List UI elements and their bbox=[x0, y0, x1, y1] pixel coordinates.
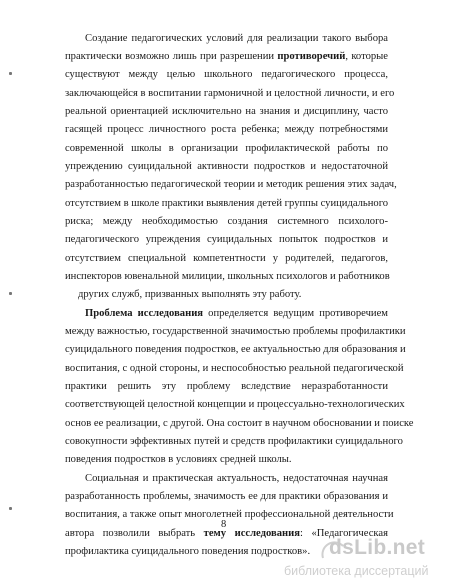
text-line bbox=[65, 490, 388, 503]
text-span: разработанностью педагогической теории и методик решения этих задач, bbox=[65, 179, 397, 190]
text-line bbox=[65, 178, 397, 191]
text-span: Социальная и практическая актуальность, недостаточная научная bbox=[85, 473, 388, 484]
text-span: определяется ведущим противоречием bbox=[203, 308, 388, 319]
text-span: практики решить эту проблему вследствие неразработанности bbox=[65, 381, 388, 392]
text-span: между важностью, государственной значимостью проблемы профилактики bbox=[65, 326, 406, 337]
emphasis-term: тему исследования bbox=[203, 528, 300, 539]
text-line bbox=[65, 362, 404, 375]
text-span: автора позволили выбрать bbox=[65, 528, 204, 539]
watermark bbox=[284, 536, 448, 580]
text-span: соответствующей целостной концепции и процессуально-технологических bbox=[65, 399, 405, 410]
text-span: поведения подростков в условиях средней школы. bbox=[65, 454, 292, 465]
text-span: заключающейся в воспитании гармоничной и целостной личности, и его bbox=[65, 88, 395, 99]
text-span: , которые bbox=[345, 51, 388, 62]
text-line bbox=[85, 472, 388, 485]
text-line bbox=[78, 288, 301, 301]
text-line bbox=[65, 105, 388, 118]
text-line bbox=[65, 380, 388, 393]
text-line bbox=[65, 215, 388, 228]
text-line bbox=[85, 32, 388, 45]
text-span: педагогического упреждения суицидальных попыток подростков и bbox=[65, 234, 388, 245]
binding-mark bbox=[9, 292, 12, 295]
text-span: реальной ориентацией исключительно на знания и дисциплину, часто bbox=[65, 106, 388, 117]
text-line bbox=[65, 50, 388, 63]
text-span: совокупности эффективных путей и средств профилактики суицидального bbox=[65, 436, 403, 447]
text-line bbox=[65, 197, 388, 210]
text-line bbox=[65, 68, 388, 81]
text-span: других служб, призванных выполнять эту работу. bbox=[78, 289, 302, 300]
text-line bbox=[65, 270, 388, 283]
page-number: 8 bbox=[221, 519, 227, 530]
text-line bbox=[65, 417, 414, 430]
text-span: суицидального поведения подростков, ее актуальностью для образования и bbox=[65, 344, 406, 355]
text-span: упреждению суицидальной активности подростков и недостаточной bbox=[65, 161, 388, 172]
text-line bbox=[65, 87, 395, 100]
emphasis-term: Проблема исследования bbox=[85, 308, 204, 319]
text-span: воспитания, с одной стороны, и неспособностью реальной педагогической bbox=[65, 363, 404, 374]
text-span: риска; между необходимостью создания системного психолого- bbox=[65, 216, 388, 227]
text-line bbox=[65, 453, 292, 466]
text-line bbox=[65, 252, 388, 265]
text-span: разработанность проблемы, значимость ее для практики образования и bbox=[65, 491, 388, 502]
text-span: воспитания, а также опыт многолетней профессиональной деятельности bbox=[65, 509, 394, 520]
text-line bbox=[65, 233, 388, 246]
text-span: существуют между целью школьного педагогического процесса, bbox=[65, 69, 388, 80]
text-span: основ ее реализации, с другой. Она состоит в научном обосновании и поиске bbox=[65, 418, 414, 429]
text-span: профилактика суицидального поведения подростков». bbox=[65, 546, 311, 557]
text-span: инспекторов ювенальной милиции, школьных психологов и работников bbox=[65, 271, 390, 282]
text-line bbox=[65, 142, 388, 155]
text-line bbox=[65, 160, 388, 173]
text-line bbox=[65, 508, 394, 521]
binding-mark bbox=[9, 507, 12, 510]
text-span: практически возможно лишь при разрешении bbox=[65, 51, 278, 62]
text-span: современной школы в организации профилактической работы по bbox=[65, 143, 388, 154]
text-span: отсутствием специальной компетентности у родителей, педагогов, bbox=[65, 253, 388, 264]
text-line bbox=[65, 343, 406, 356]
text-span: отсутствием в школе практики выявления детей группы суицидального bbox=[65, 198, 389, 209]
text-line bbox=[65, 325, 406, 338]
watermark-logo: dsLib.net bbox=[329, 536, 426, 559]
text-span: : «Педагогическая bbox=[299, 528, 388, 539]
text-line bbox=[65, 398, 405, 411]
text-span: гасящей процесс личностного роста ребенка; между потребностями bbox=[65, 124, 388, 135]
binding-mark bbox=[9, 72, 12, 75]
text-line bbox=[85, 307, 388, 320]
emphasis-term: противоречий bbox=[277, 51, 346, 62]
text-span: Создание педагогических условий для реализации такого выбора bbox=[85, 33, 388, 44]
text-line bbox=[65, 435, 403, 448]
text-line bbox=[65, 545, 310, 558]
text-line bbox=[65, 123, 388, 136]
watermark-subtitle: библиотека диссертаций bbox=[284, 564, 429, 578]
